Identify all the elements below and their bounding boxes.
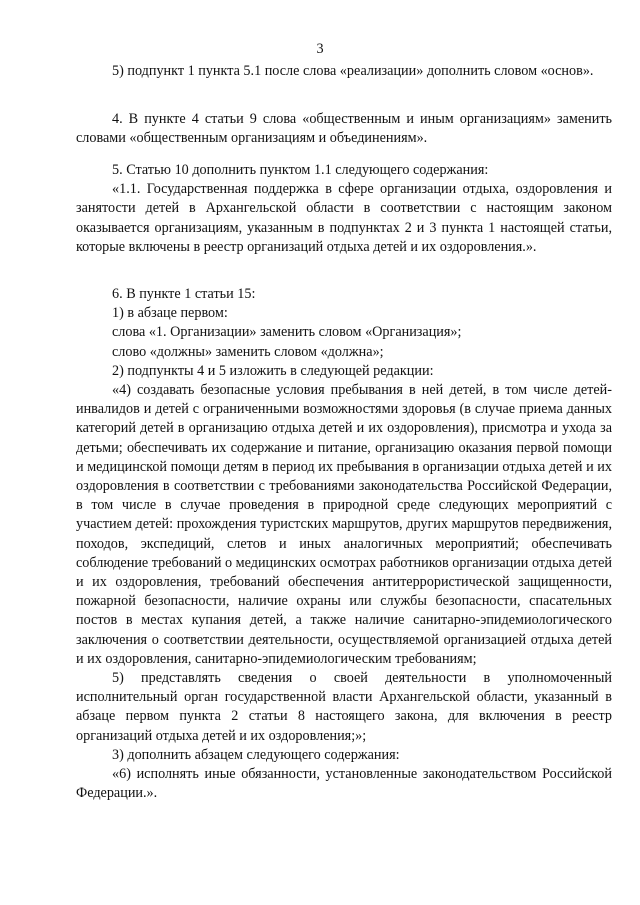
paragraph-3: 5. Статью 10 дополнить пунктом 1.1 следующего содержания: xyxy=(112,162,489,178)
paragraph-13: «6) исполнять иные обязанности, установленные законодательством Российской Федерации.». xyxy=(76,766,612,802)
paragraph-6: 1) в абзаце первом: xyxy=(112,305,228,322)
section-block-4 xyxy=(76,285,612,803)
paragraph-5: 6. В пункте 1 статьи 15: xyxy=(112,286,256,302)
paragraph-10: «4) создавать безопасные условия пребывания в ней детей, в том числе детей-инвалидов и детей с ограниченными возможностями здоровья (в случае приема данных категорий детей в организацию отдыха детей и их оздоровления), присмотра и ухода за детьми; обеспечивать их содержание и питание, организацию оказания первой помощи и медицинской помощи детям в период их пребывания в организации отдыха детей и их оздоровления в соответствии с требованиями законодательства Российской Федерации, в том числе в случае проведения в природной среде следующих мероприятий с участием детей: прохождения туристских маршрутов, других маршрутов передвижения, походов, экспедиций, слетов и иных аналогичных мероприятий; обеспечивать соблюдение требований о медицинских осмотрах работников организации отдыха детей и их оздоровления, требований обеспечения антитеррористической защищенности, пожарной безопасности, наличие охраны или службы безопасности, спасательных постов в местах купания детей, а также наличие санитарно-эпидемиологического заключения о соответствии деятельности, осуществляемой организацией отдыха детей и их оздоровления, санитарно-эпидемиологическим требованиям; xyxy=(76,382,612,667)
paragraph-2: 4. В пункте 4 статьи 9 слова «общественным и иным организациям» заменить словами «общественным организациям и объединениям». xyxy=(76,111,612,147)
paragraph-9: 2) подпункты 4 и 5 изложить в следующей редакции: xyxy=(112,362,434,379)
section-block-2 xyxy=(76,110,612,148)
paragraph-11: 5) представлять сведения о своей деятельности в уполномоченный исполнительный орган государственной власти Архангельской области, указанный в абзаце первом пункта 2 статьи 8 настоящего закона, для включения в реестр организаций отдыха детей и их оздоровления;»; xyxy=(76,670,612,744)
paragraph-4: «1.1. Государственная поддержка в сфере организации отдыха, оздоровления и занятости детей в Архангельской области в соответствии с настоящим законом оказывается организациям, указанным в подпунктах 2 и 3 пункта 1 настоящей статьи, которые включены в реестр организаций отдыха детей и их оздоровления.». xyxy=(76,181,612,255)
paragraph-8: слово «должны» заменить словом «должна»; xyxy=(112,343,384,360)
page-number: 3 xyxy=(316,41,324,57)
paragraph-7: слова «1. Организации» заменить словом «Организация»; xyxy=(112,324,462,341)
section-block-1 xyxy=(76,62,612,81)
section-block-3 xyxy=(76,161,612,257)
paragraph-1: 5) подпункт 1 пункта 5.1 после слова «реализации» дополнить словом «основ». xyxy=(112,63,594,79)
paragraph-12: 3) дополнить абзацем следующего содержания: xyxy=(112,746,400,763)
